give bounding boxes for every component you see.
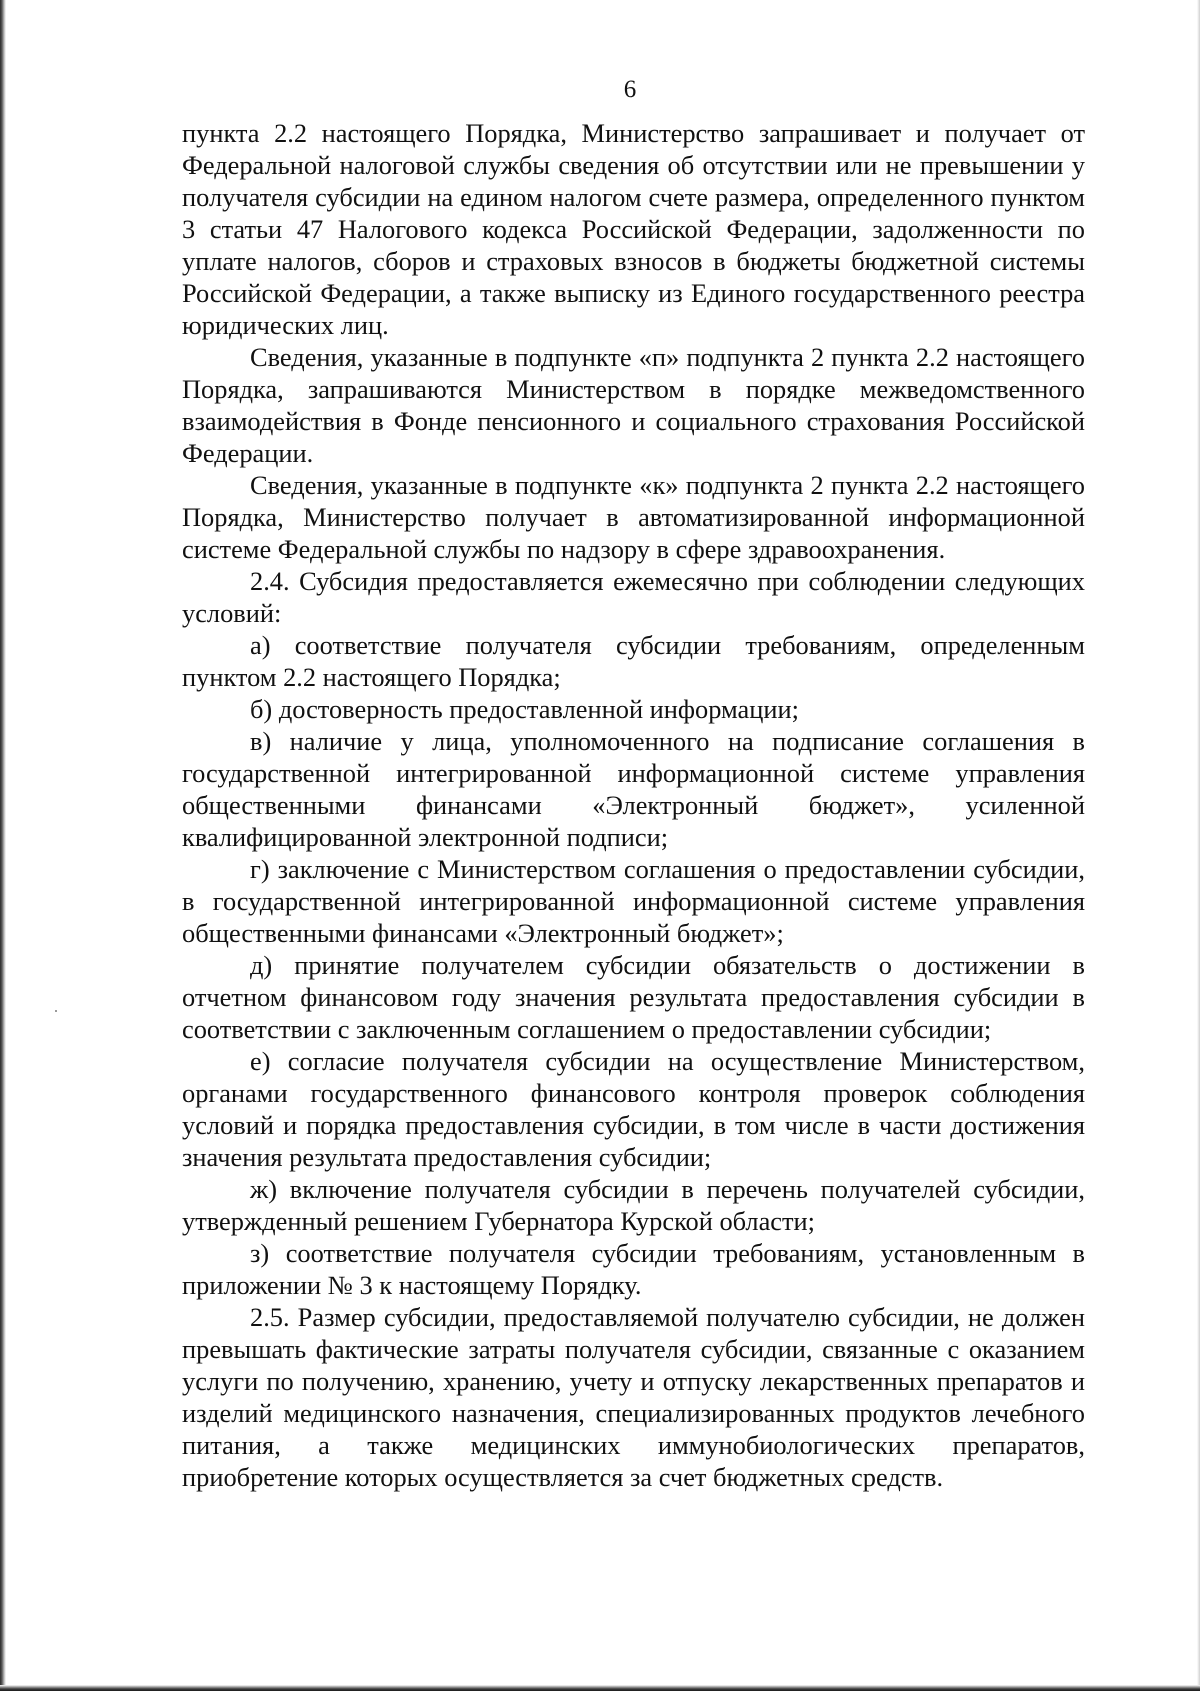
paragraph-continuation: пункта 2.2 настоящего Порядка, Министерство запрашивает и получает от Федеральной налоговой службы сведения об отсутствии или не превышении у получателя субсидии на едином налогом счете размера, определенного пунктом 3 статьи 47 Налогового кодекса Российской Федерации, задолженности по уплате налогов, сборов и страховых взносов в бюджеты бюджетной системы Российской Федерации, а также выписку из Единого государственного реестра юридических лиц. <box>182 118 1085 340</box>
condition-v: в) наличие у лица, уполномоченного на подписание соглашения в государственной интегрированной информационной системе управления общественными финансами «Электронный бюджет», усиленной квалифицированной электронной подписи; <box>182 726 1085 852</box>
paragraph-2-4: 2.4. Субсидия предоставляется ежемесячно при соблюдении следующих условий: <box>182 566 1085 628</box>
scan-edge-bottom <box>0 1685 1200 1691</box>
paragraph-2-5: 2.5. Размер субсидии, предоставляемой получателю субсидии, не должен превышать фактические затраты получателя субсидии, связанные с оказанием услуги по получению, хранению, учету и отпуску лекарственных препаратов и изделий медицинского назначения, специализированных продуктов лечебного питания, а также медицинских иммунобиологических препаратов, приобретение которых осуществляется за счет бюджетных средств. <box>182 1302 1085 1492</box>
condition-e: е) согласие получателя субсидии на осуществление Министерством, органами государственного финансового контроля проверок соблюдения условий и порядка предоставления субсидии, в том числе в части достижения значения результата предоставления субсидии; <box>182 1046 1085 1172</box>
paragraph-info-subitem-k: Сведения, указанные в подпункте «к» подпункта 2 пункта 2.2 настоящего Порядка, Министерство получает в автоматизированной информационной системе Федеральной службы по надзору в сфере здравоохранения. <box>182 470 1085 564</box>
paragraph-info-subitem-p: Сведения, указанные в подпункте «п» подпункта 2 пункта 2.2 настоящего Порядка, запрашиваются Министерством в порядке межведомственного взаимодействия в Фонде пенсионного и социального страхования Российской Федерации. <box>182 342 1085 468</box>
condition-zh: ж) включение получателя субсидии в перечень получателей субсидии, утвержденный решением Губернатора Курской области; <box>182 1174 1085 1236</box>
page-number: 6 <box>623 76 637 103</box>
condition-g: г) заключение с Министерством соглашения о предоставлении субсидии, в государственной интегрированной информационной системе управления общественными финансами «Электронный бюджет»; <box>182 854 1085 948</box>
scan-edge-left <box>0 0 6 1691</box>
condition-b: б) достоверность предоставленной информации; <box>250 694 799 724</box>
document-body <box>182 117 1085 1493</box>
condition-a: а) соответствие получателя субсидии требованиям, определенным пунктом 2.2 настоящего Порядка; <box>182 630 1085 692</box>
condition-z: з) соответствие получателя субсидии требованиям, установленным в приложении № 3 к настоящему Порядку. <box>182 1238 1085 1300</box>
scan-speck <box>55 1010 57 1012</box>
condition-d: д) принятие получателем субсидии обязательств о достижении в отчетном финансовом году значения результата предоставления субсидии в соответствии с заключенным соглашением о предоставлении субсидии; <box>182 950 1085 1044</box>
